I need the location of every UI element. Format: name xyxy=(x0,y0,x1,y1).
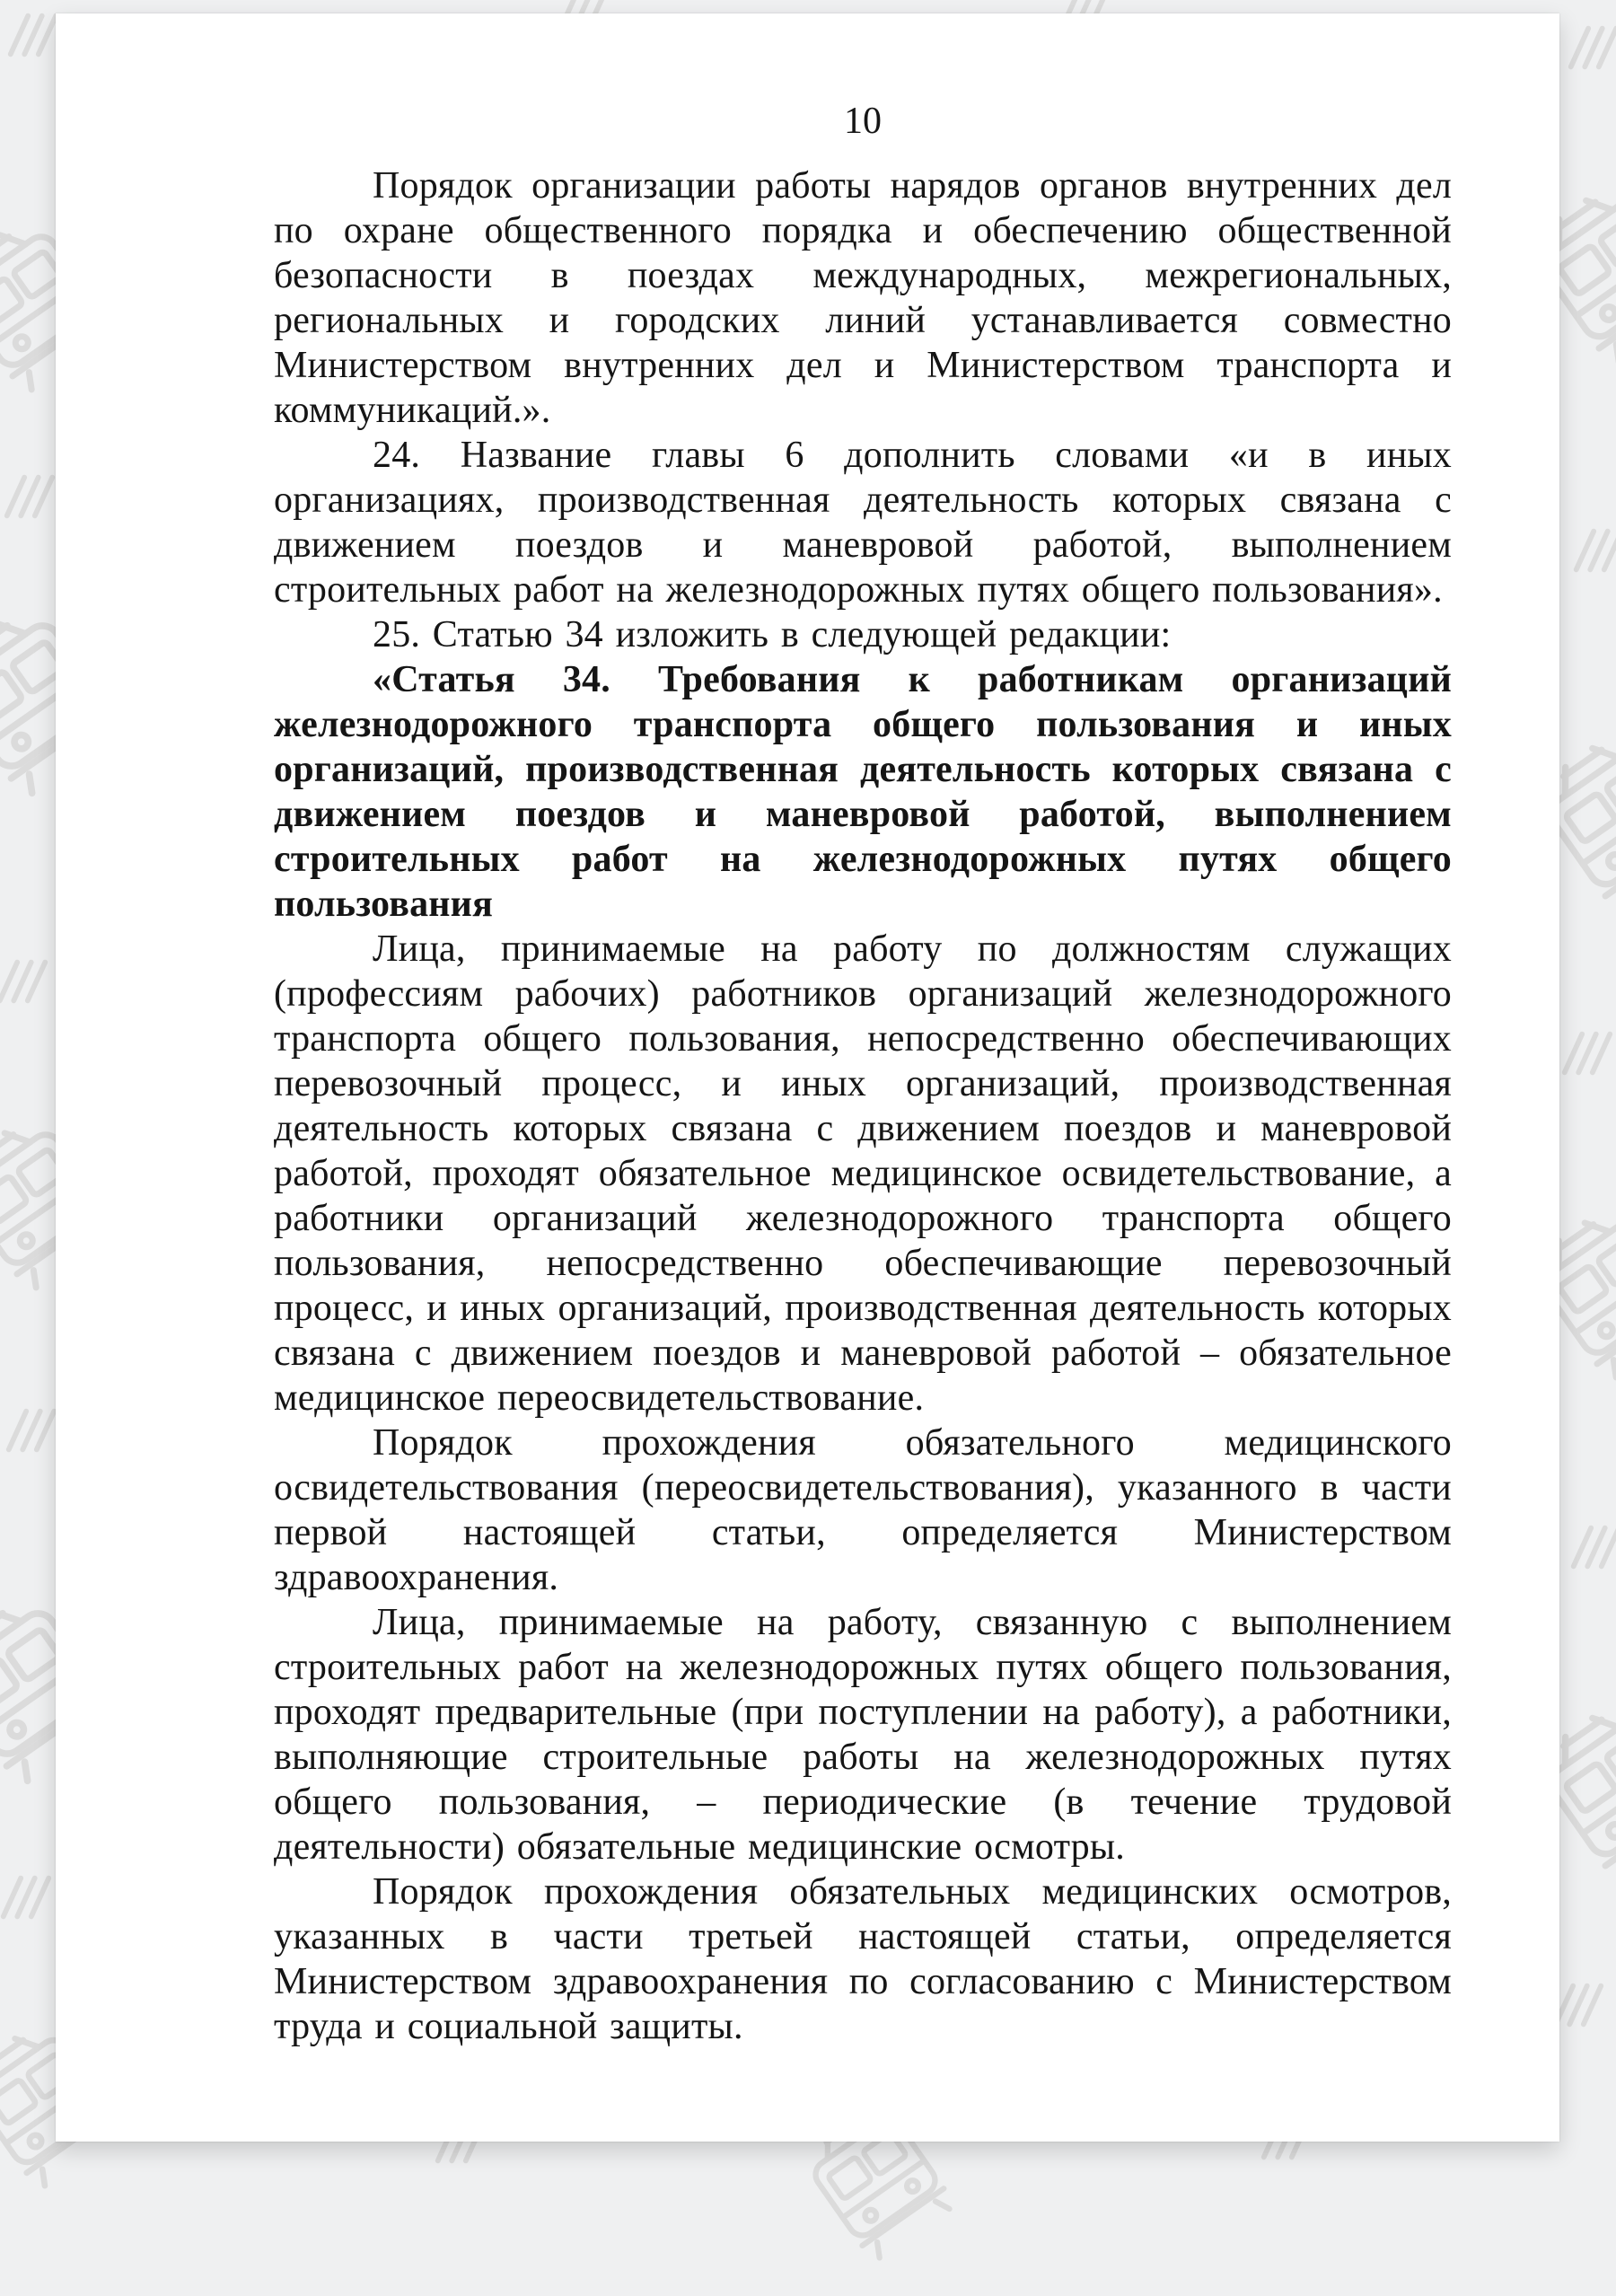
diagonal-stripes-icon xyxy=(0,467,59,526)
paragraph-article-34-part-1: Лица, принимаемые на работу по должностям служащих (профессиям рабочих) работников организаций железнодорожного транспорта общего пользования, непосредственно обеспечивающих перевозочный процесс, и иных организаций, производственная деятельность которых связана с движением поездов и маневровой работой, проходят обязательное медицинское освидетельствование, а работники организаций железнодорожного транспорта общего пользования, непосредственно обеспечивающие перевозочный процесс, и иных организаций, производственная деятельность которых связана с движением поездов и маневровой работой – обязательное медицинское переосвидетельствование. xyxy=(274,928,1452,1419)
diagonal-stripes-icon xyxy=(0,952,52,1011)
diagonal-stripes-icon xyxy=(1567,1517,1616,1577)
paragraph-ministries-order: Порядок организации работы нарядов органов внутренних дел по охране общественного порядка и обеспечению общественной безопасности в поездах международных, межрегиональных, региональных и городских линий устанавливается совместно Министерством внутренних дел и Министерством транспорта и коммуникаций.». xyxy=(274,165,1452,431)
paragraph-article-34-heading: «Статья 34. Требования к работникам организаций железнодорожного транспорта общего пользования и иных организаций, производственная деятельность которых связана с движением поездов и маневровой работой, выполнением строительных работ на железнодорожных путях общего пользования xyxy=(274,659,1452,925)
paragraph-article-34-part-4: Порядок прохождения обязательных медицинских осмотров, указанных в части третьей настоящей статьи, определяется Министерством здравоохранения по согласованию с Министерством труда и социальной защиты. xyxy=(274,1871,1452,2047)
paragraph-article-34-part-2: Порядок прохождения обязательного медицинского освидетельствования (переосвидетельствования), указанного в части первой настоящей статьи, определяется Министерством здравоохранения. xyxy=(274,1422,1452,1598)
paragraph-item-25: 25. Статью 34 изложить в следующей редакции: xyxy=(373,614,1172,655)
diagonal-stripes-icon xyxy=(0,1868,56,1927)
page-content xyxy=(274,99,1452,2049)
paragraph-item-24: 24. Название главы 6 дополнить словами «и в иных организациях, производственная деятельность которых связана с движением поездов и маневровой работой, выполнением строительных работ на железнодорожных путях общего пользования». xyxy=(274,435,1452,611)
paragraph-article-34-part-3: Лица, принимаемые на работу, связанную с выполнением строительных работ на железнодорожных путях общего пользования, проходят предварительные (при поступлении на работу), а работники, выполняющие строительные работы на железнодорожных путях общего пользования, – периодические (в течение трудовой деятельности) обязательные медицинские осмотры. xyxy=(274,1602,1452,1868)
page-number: 10 xyxy=(844,101,882,142)
diagonal-stripes-icon xyxy=(1558,1024,1616,1083)
diagonal-stripes-icon xyxy=(1564,18,1616,77)
diagonal-stripes-icon xyxy=(1569,521,1616,580)
document-page xyxy=(56,13,1559,2142)
document-body xyxy=(274,163,1452,2049)
diagonal-stripes-icon xyxy=(2,1401,61,1460)
diagonal-stripes-icon xyxy=(4,5,63,65)
